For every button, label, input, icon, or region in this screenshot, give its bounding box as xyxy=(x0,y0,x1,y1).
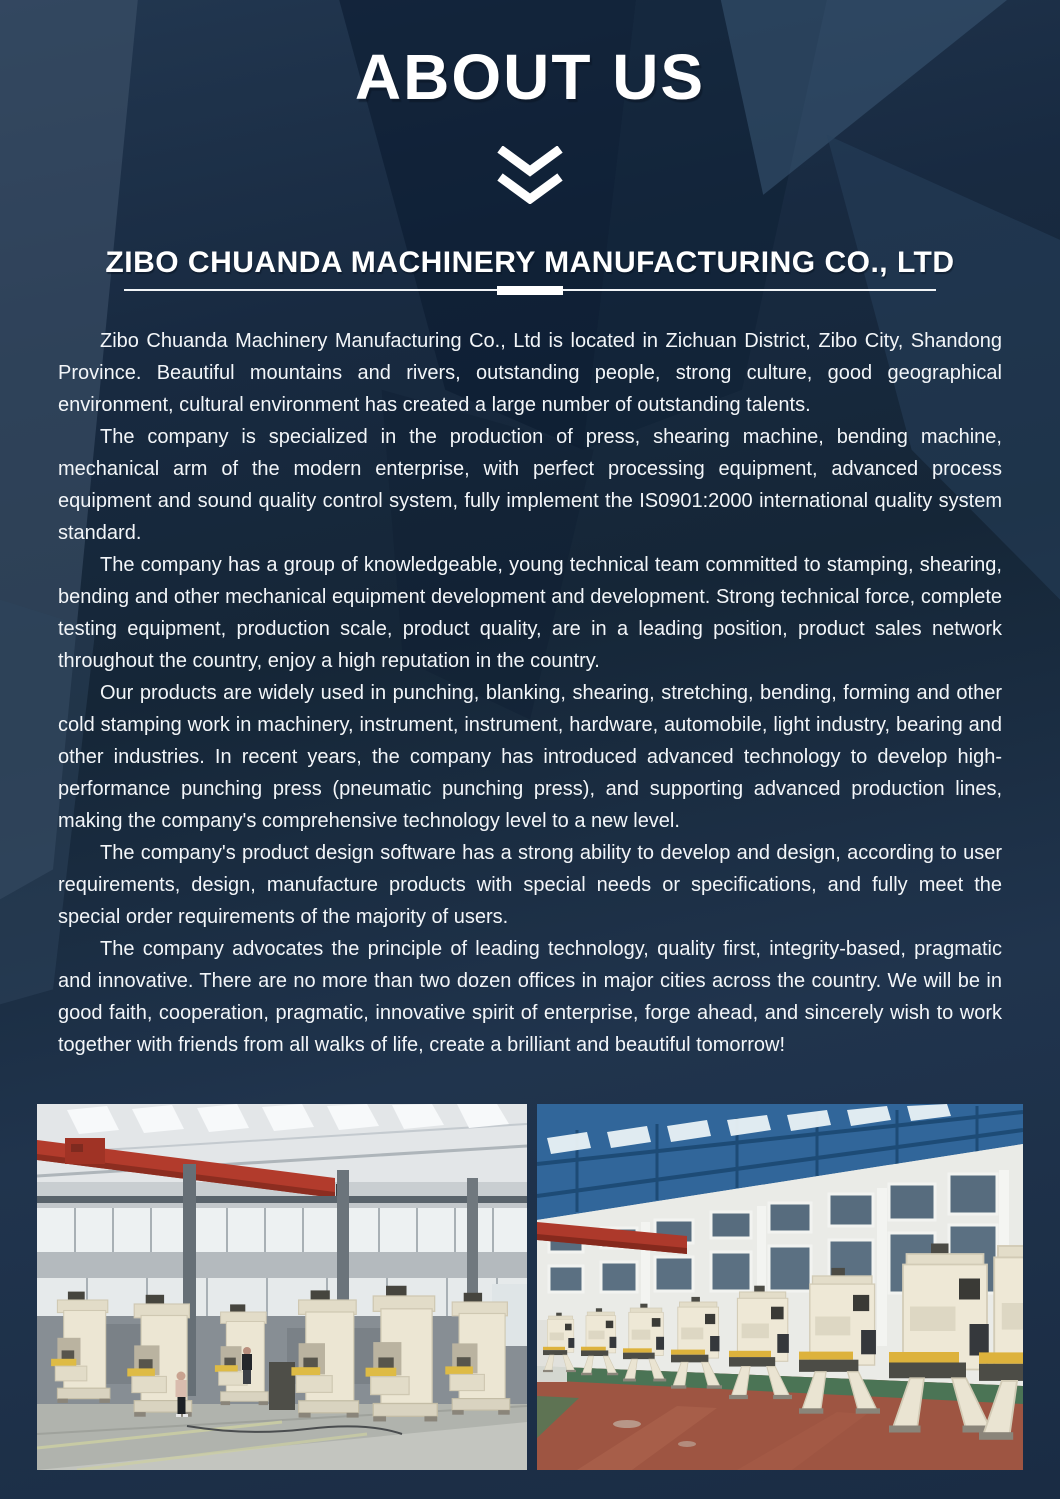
factory-workshop-photo-right xyxy=(537,1104,1023,1470)
about-paragraph: Our products are widely used in punching, blanking, shearing, stretching, bending, forming and other cold stamping work in machinery, instrument, instrument, hardware, automobile, light industry, bearing and other industries. In recent years, the company has introduced advanced technology to develop high-performance punching press (pneumatic punching press), and supporting advanced production lines, making the company's comprehensive technology level to a new level. xyxy=(58,682,1002,832)
factory-photos-row xyxy=(37,1104,1023,1470)
about-paragraph: The company advocates the principle of leading technology, quality first, integrity-based, pragmatic and innovative. There are no more than two dozen offices in major cities across the country. We will be in good faith, cooperation, pragmatic, innovative spirit of enterprise, forge ahead, and sincerely wish to work together with friends from all walks of life, create a brilliant and beautiful tomorrow! xyxy=(58,938,1002,1056)
about-paragraph: The company's product design software has a strong ability to develop and design, according to user requirements, design, manufacture products with special needs or specifications, and fully meet the special order requirements of the majority of users. xyxy=(58,842,1002,928)
scroll-indicator xyxy=(0,146,1060,204)
about-paragraph: Zibo Chuanda Machinery Manufacturing Co., Ltd is located in Zichuan District, Zibo City, Shandong Province. Beautiful mountains and rivers, outstanding people, strong culture, good geographical environment, cultural environment has created a large number of outstanding talents. xyxy=(58,330,1002,416)
page-title: ABOUT US xyxy=(354,41,706,113)
company-name-heading: ZIBO CHUANDA MACHINERY MANUFACTURING CO., LTD xyxy=(105,246,955,279)
about-text-block xyxy=(58,325,1002,1061)
double-chevron-down-icon xyxy=(493,146,567,204)
factory-workshop-photo-left xyxy=(37,1104,527,1470)
about-paragraph: The company has a group of knowledgeable, young technical team committed to stamping, shearing, bending and other mechanical equipment development and development. Strong technical force, complete testing equipment, production scale, product quality, are in a leading position, product sales network throughout the country, enjoy a high reputation in the country. xyxy=(58,554,1002,672)
divider-center-bar xyxy=(497,286,563,295)
about-paragraph: The company is specialized in the production of press, shearing machine, bending machine, mechanical arm of the modern enterprise, with perfect processing equipment, advanced process equipment and sound quality control system, fully implement the IS0901:2000 international quality system standard. xyxy=(58,426,1002,544)
workshop-ceiling xyxy=(37,1104,527,1182)
heading-divider xyxy=(124,286,936,295)
